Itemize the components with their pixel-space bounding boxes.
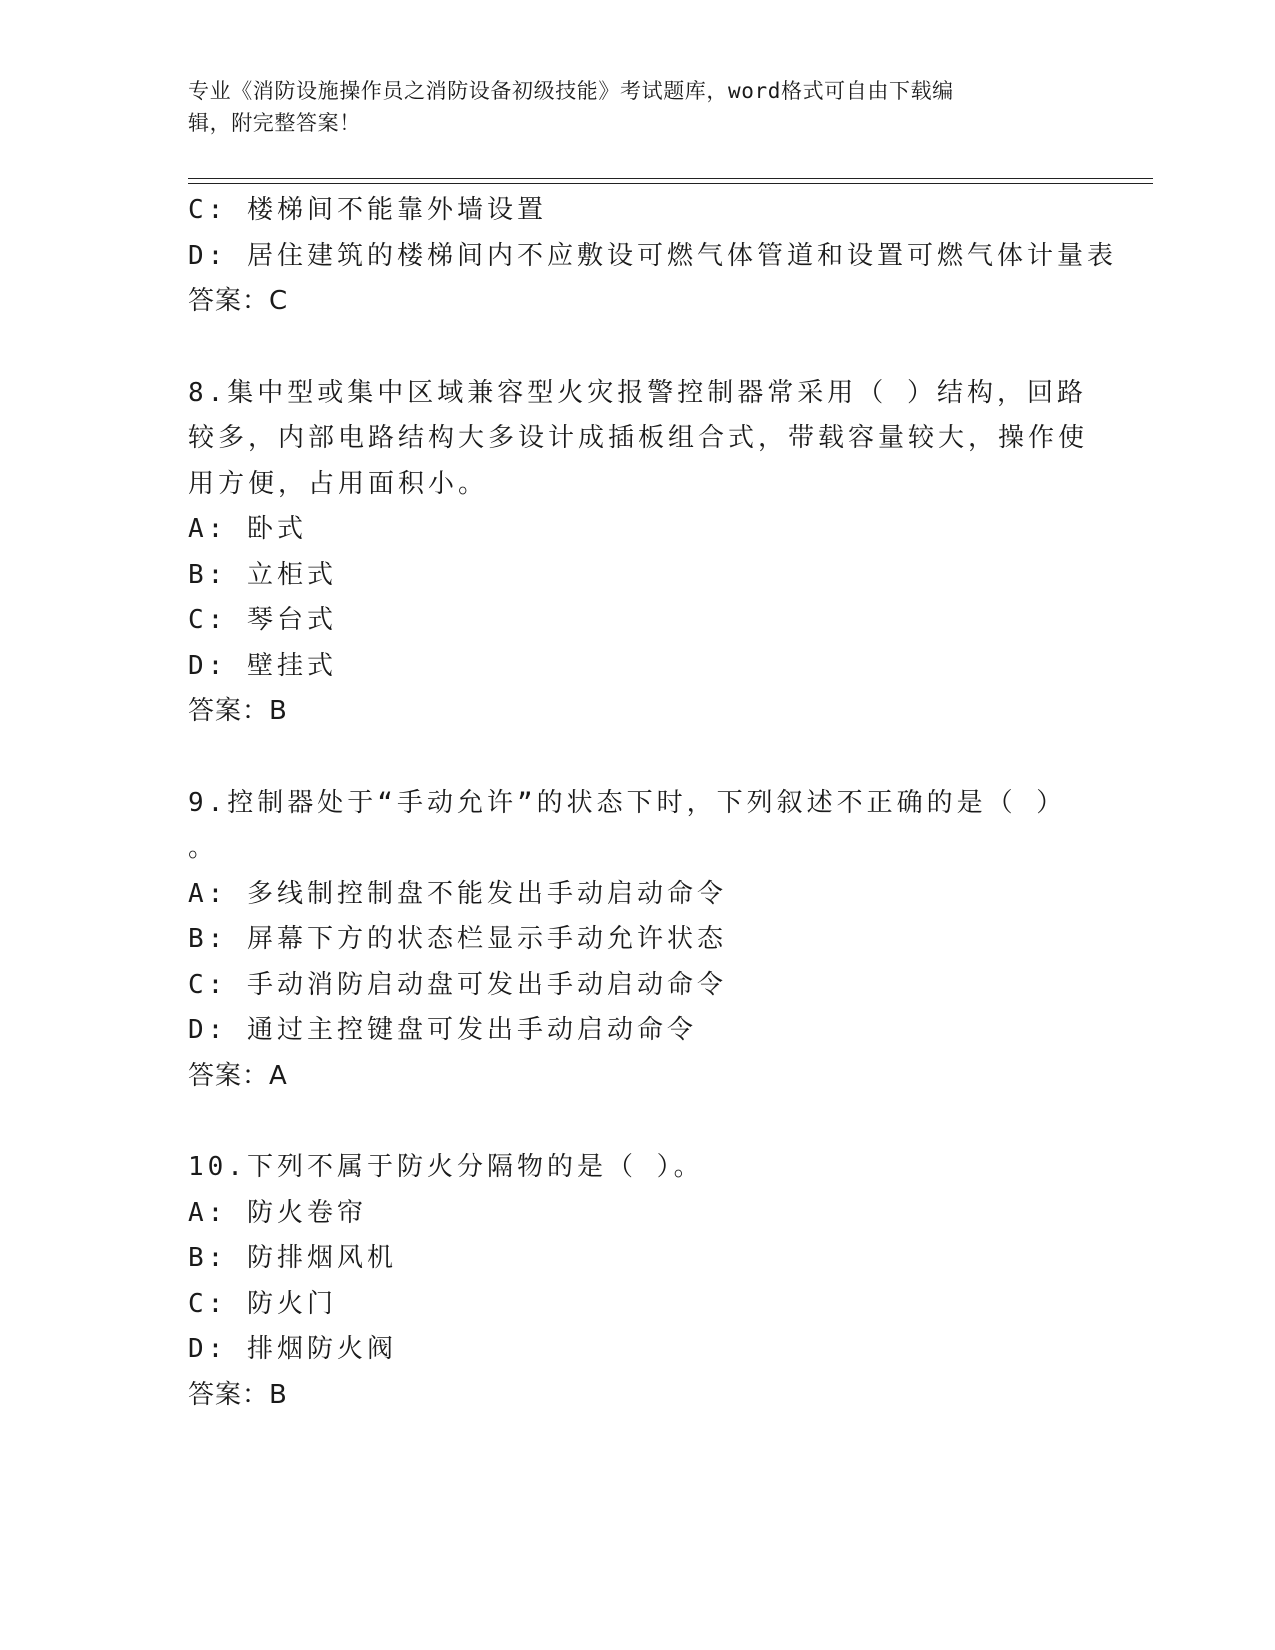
option-d: D: 通过主控键盘可发出手动启动命令 bbox=[188, 1015, 697, 1045]
header-divider-bottom bbox=[188, 183, 1153, 184]
answer-label: 答案：C bbox=[188, 286, 289, 316]
option-c: C: 楼梯间不能靠外墙设置 bbox=[188, 195, 547, 225]
stem-line: 8.集中型或集中区域兼容型火灾报警控制器常采用（ ）结构，回路 bbox=[188, 377, 1087, 408]
option-d: D: 排烟防火阀 bbox=[188, 1334, 397, 1364]
option-b: B: 屏幕下方的状态栏显示手动允许状态 bbox=[188, 924, 727, 954]
option-a: A: 防火卷帘 bbox=[188, 1197, 367, 1228]
option-c: C: 手动消防启动盘可发出手动启动命令 bbox=[188, 969, 727, 1000]
option-d: D: 壁挂式 bbox=[188, 650, 337, 681]
stem-line: 9.控制器处于“手动允许”的状态下时，下列叙述不正确的是（ ） bbox=[188, 787, 1067, 818]
header-divider-top bbox=[188, 178, 1153, 179]
question-stem bbox=[188, 1145, 1068, 1191]
question-stem bbox=[188, 371, 1089, 508]
stem-line: 用方便，占用面积小。 bbox=[188, 468, 489, 499]
question-8 bbox=[188, 371, 1089, 735]
spacer bbox=[188, 325, 1068, 371]
question-10 bbox=[188, 1145, 1068, 1418]
option-c: C: 防火门 bbox=[188, 1288, 337, 1319]
document-header bbox=[188, 75, 1068, 139]
answer-label: 答案：B bbox=[188, 1379, 288, 1410]
spacer bbox=[188, 735, 1068, 781]
option-a: A: 卧式 bbox=[188, 514, 307, 544]
question-list bbox=[188, 188, 1117, 1418]
stem-line: 较多，内部电路结构大多设计成插板组合式，带载容量较大，操作使 bbox=[188, 423, 1089, 453]
option-d: D: 居住建筑的楼梯间内不应敷设可燃气体管道和设置可燃气体计量表 bbox=[188, 240, 1117, 271]
answer-label: 答案：B bbox=[188, 696, 288, 726]
stem-line: 10.下列不属于防火分隔物的是（ ）。 bbox=[188, 1152, 704, 1182]
question-9 bbox=[188, 781, 1068, 1100]
option-b: B: 立柜式 bbox=[188, 559, 337, 590]
header-line-1: 专业《消防设施操作员之消防设备初级技能》考试题库，word格式可自由下载编 bbox=[188, 79, 954, 103]
question-stem bbox=[188, 781, 1068, 872]
question-7 bbox=[188, 188, 1117, 325]
stem-line: 。 bbox=[188, 833, 219, 863]
answer-label: 答案：A bbox=[188, 1060, 288, 1091]
spacer bbox=[188, 1099, 1068, 1145]
option-c: C: 琴台式 bbox=[188, 605, 337, 635]
option-b: B: 防排烟风机 bbox=[188, 1243, 397, 1273]
header-line-2: 辑，附完整答案！ bbox=[188, 111, 361, 135]
option-a: A: 多线制控制盘不能发出手动启动命令 bbox=[188, 878, 727, 909]
